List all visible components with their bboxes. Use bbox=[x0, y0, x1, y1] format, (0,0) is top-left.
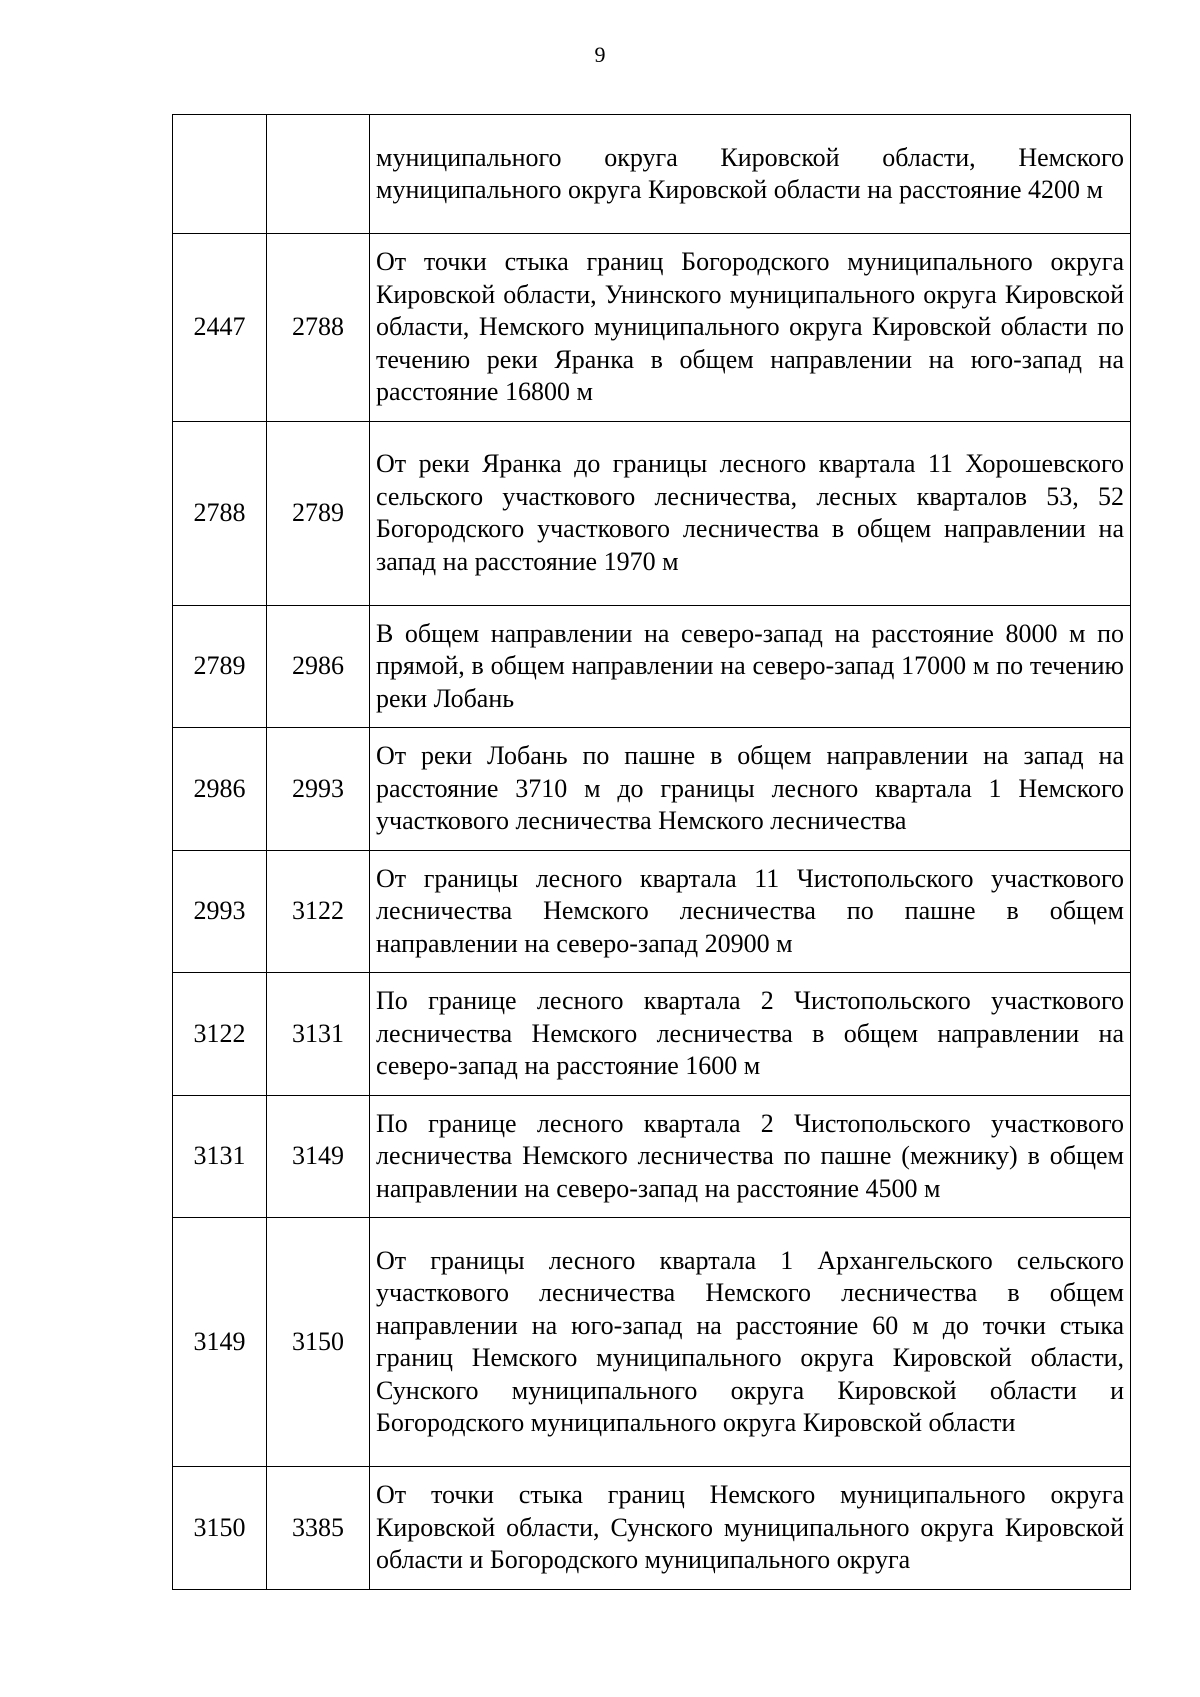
point-to-cell: 2986 bbox=[267, 605, 370, 728]
table-row bbox=[173, 421, 1131, 605]
point-from-cell: 2986 bbox=[173, 728, 267, 851]
boundary-description-cell: От точки стыка границ Немского муниципального округа Кировской области, Сунского муниципального округа Кировской области и Богородского муниципального округа bbox=[370, 1467, 1131, 1590]
table-row bbox=[173, 1467, 1131, 1590]
table-row bbox=[173, 973, 1131, 1096]
boundary-description-cell: От границы лесного квартала 11 Чистопольского участкового лесничества Немского лесничества по пашне в общем направлении на северо-запад 20900 м bbox=[370, 850, 1131, 973]
table-row bbox=[173, 234, 1131, 422]
point-from-cell: 3149 bbox=[173, 1218, 267, 1467]
boundary-description-cell: муниципального округа Кировской области, Немского муниципального округа Кировской области на расстояние 4200 м bbox=[370, 115, 1131, 234]
table-row bbox=[173, 728, 1131, 851]
point-to-cell: 2788 bbox=[267, 234, 370, 422]
boundary-description-cell: От точки стыка границ Богородского муниципального округа Кировской области, Унинского муниципального округа Кировской области, Немского муниципального округа Кировской области по течению реки Яранка в общем направлении на юго-запад на расстояние 16800 м bbox=[370, 234, 1131, 422]
boundary-description-cell: От реки Яранка до границы лесного квартала 11 Хорошевского сельского участкового лесничества, лесных кварталов 53, 52 Богородского участкового лесничества в общем направлении на запад на расстояние 1970 м bbox=[370, 421, 1131, 605]
boundary-description-cell: По границе лесного квартала 2 Чистопольского участкового лесничества Немского лесничества по пашне (межнику) в общем направлении на северо-запад на расстояние 4500 м bbox=[370, 1095, 1131, 1218]
point-from-cell: 3150 bbox=[173, 1467, 267, 1590]
table-row bbox=[173, 605, 1131, 728]
point-to-cell: 2993 bbox=[267, 728, 370, 851]
point-from-cell: 2447 bbox=[173, 234, 267, 422]
table-row bbox=[173, 1095, 1131, 1218]
point-from-cell: 3131 bbox=[173, 1095, 267, 1218]
point-to-cell: 3149 bbox=[267, 1095, 370, 1218]
boundary-description-cell: От границы лесного квартала 1 Архангельского сельского участкового лесничества Немского лесничества в общем направлении на юго-запад на расстояние 60 м до точки стыка границ Немского муниципального округа Кировской области, Сунского муниципального округа Кировской области и Богородского муниципального округа Кировской области bbox=[370, 1218, 1131, 1467]
boundary-description-cell: В общем направлении на северо-запад на расстояние 8000 м по прямой, в общем направлении на северо-запад 17000 м по течению реки Лобань bbox=[370, 605, 1131, 728]
point-from-cell: 2788 bbox=[173, 421, 267, 605]
table-row bbox=[173, 115, 1131, 234]
point-from-cell: 2993 bbox=[173, 850, 267, 973]
point-from-cell bbox=[173, 115, 267, 234]
point-from-cell: 2789 bbox=[173, 605, 267, 728]
boundary-description-cell: От реки Лобань по пашне в общем направлении на запад на расстояние 3710 м до границы лесного квартала 1 Немского участкового лесничества Немского лесничества bbox=[370, 728, 1131, 851]
boundary-description-cell: По границе лесного квартала 2 Чистопольского участкового лесничества Немского лесничества в общем направлении на северо-запад на расстояние 1600 м bbox=[370, 973, 1131, 1096]
point-to-cell: 3122 bbox=[267, 850, 370, 973]
point-to-cell: 3131 bbox=[267, 973, 370, 1096]
point-to-cell: 3385 bbox=[267, 1467, 370, 1590]
point-to-cell: 2789 bbox=[267, 421, 370, 605]
point-to-cell bbox=[267, 115, 370, 234]
page-number: 9 bbox=[594, 42, 606, 67]
point-from-cell: 3122 bbox=[173, 973, 267, 1096]
point-to-cell: 3150 bbox=[267, 1218, 370, 1467]
table-row bbox=[173, 1218, 1131, 1467]
boundary-table bbox=[172, 114, 1131, 1590]
table-row bbox=[173, 850, 1131, 973]
